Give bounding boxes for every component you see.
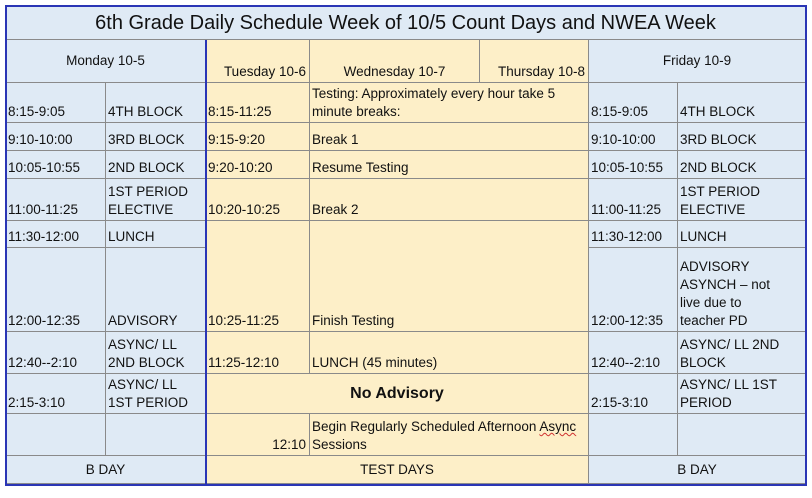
monday-block: ADVISORY — [106, 248, 206, 332]
monday-time: 11:00-11:25 — [6, 179, 106, 221]
test-time: 9:15-9:20 — [206, 123, 310, 151]
monday-block: 4TH BLOCK — [106, 83, 206, 123]
test-time: 9:20-10:20 — [206, 151, 310, 179]
footer-monday-day-type: B DAY — [6, 456, 206, 484]
empty-cell — [106, 414, 206, 456]
monday-time: 2:15-3:10 — [6, 374, 106, 414]
spellcheck-word: Async — [539, 419, 577, 434]
test-activity: Finish Testing — [310, 221, 589, 332]
header-monday: Monday 10-5 — [6, 40, 206, 83]
friday-block: ADVISORY ASYNCH – not live due to teacher PD — [678, 248, 806, 332]
test-time: 10:20-10:25 — [206, 179, 310, 221]
empty-cell — [6, 414, 106, 456]
friday-block: 1ST PERIOD ELECTIVE — [678, 179, 806, 221]
test-time: 8:15-11:25 — [206, 83, 310, 123]
monday-block: 3RD BLOCK — [106, 123, 206, 151]
test-activity: Break 2 — [310, 179, 589, 221]
afternoon-activity: Begin Regularly Scheduled Afternoon Async Sessions — [310, 414, 589, 456]
friday-time: 11:30-12:00 — [589, 221, 678, 248]
test-time: 11:25-12:10 — [206, 332, 310, 374]
friday-block: 4TH BLOCK — [678, 83, 806, 123]
friday-time: 9:10-10:00 — [589, 123, 678, 151]
friday-block: ASYNC/ LL 2ND BLOCK — [678, 332, 806, 374]
empty-cell — [678, 414, 806, 456]
monday-time: 12:00-12:35 — [6, 248, 106, 332]
header-tuesday: Tuesday 10-6 — [206, 40, 310, 83]
friday-time: 12:00-12:35 — [589, 248, 678, 332]
monday-block: ASYNC/ LL 2ND BLOCK — [106, 332, 206, 374]
test-activity: LUNCH (45 minutes) — [310, 332, 589, 374]
monday-time: 9:10-10:00 — [6, 123, 106, 151]
header-wednesday: Wednesday 10-7 — [310, 40, 480, 83]
footer-friday-day-type: B DAY — [589, 456, 806, 484]
friday-block: 3RD BLOCK — [678, 123, 806, 151]
no-advisory-label: No Advisory — [206, 374, 589, 414]
monday-block: LUNCH — [106, 221, 206, 248]
friday-block: LUNCH — [678, 221, 806, 248]
monday-time: 8:15-9:05 — [6, 83, 106, 123]
monday-block: 1ST PERIOD ELECTIVE — [106, 179, 206, 221]
monday-time: 11:30-12:00 — [6, 221, 106, 248]
monday-time: 12:40--2:10 — [6, 332, 106, 374]
monday-time: 10:05-10:55 — [6, 151, 106, 179]
footer-test-days: TEST DAYS — [206, 456, 589, 484]
friday-block: 2ND BLOCK — [678, 151, 806, 179]
empty-cell — [589, 414, 678, 456]
friday-time: 8:15-9:05 — [589, 83, 678, 123]
friday-time: 2:15-3:10 — [589, 374, 678, 414]
test-activity: Resume Testing — [310, 151, 589, 179]
page-title: 6th Grade Daily Schedule Week of 10/5 Count Days and NWEA Week — [6, 6, 806, 40]
header-thursday: Thursday 10-8 — [480, 40, 589, 83]
test-time: 10:25-11:25 — [206, 221, 310, 332]
monday-block: ASYNC/ LL 1ST PERIOD — [106, 374, 206, 414]
header-friday: Friday 10-9 — [589, 40, 806, 83]
monday-block: 2ND BLOCK — [106, 151, 206, 179]
test-activity: Break 1 — [310, 123, 589, 151]
friday-time: 11:00-11:25 — [589, 179, 678, 221]
test-activity: Testing: Approximately every hour take 5 minute breaks: — [310, 83, 589, 123]
friday-time: 12:40--2:10 — [589, 332, 678, 374]
friday-block: ASYNC/ LL 1ST PERIOD — [678, 374, 806, 414]
friday-time: 10:05-10:55 — [589, 151, 678, 179]
afternoon-time: 12:10 — [206, 414, 310, 456]
